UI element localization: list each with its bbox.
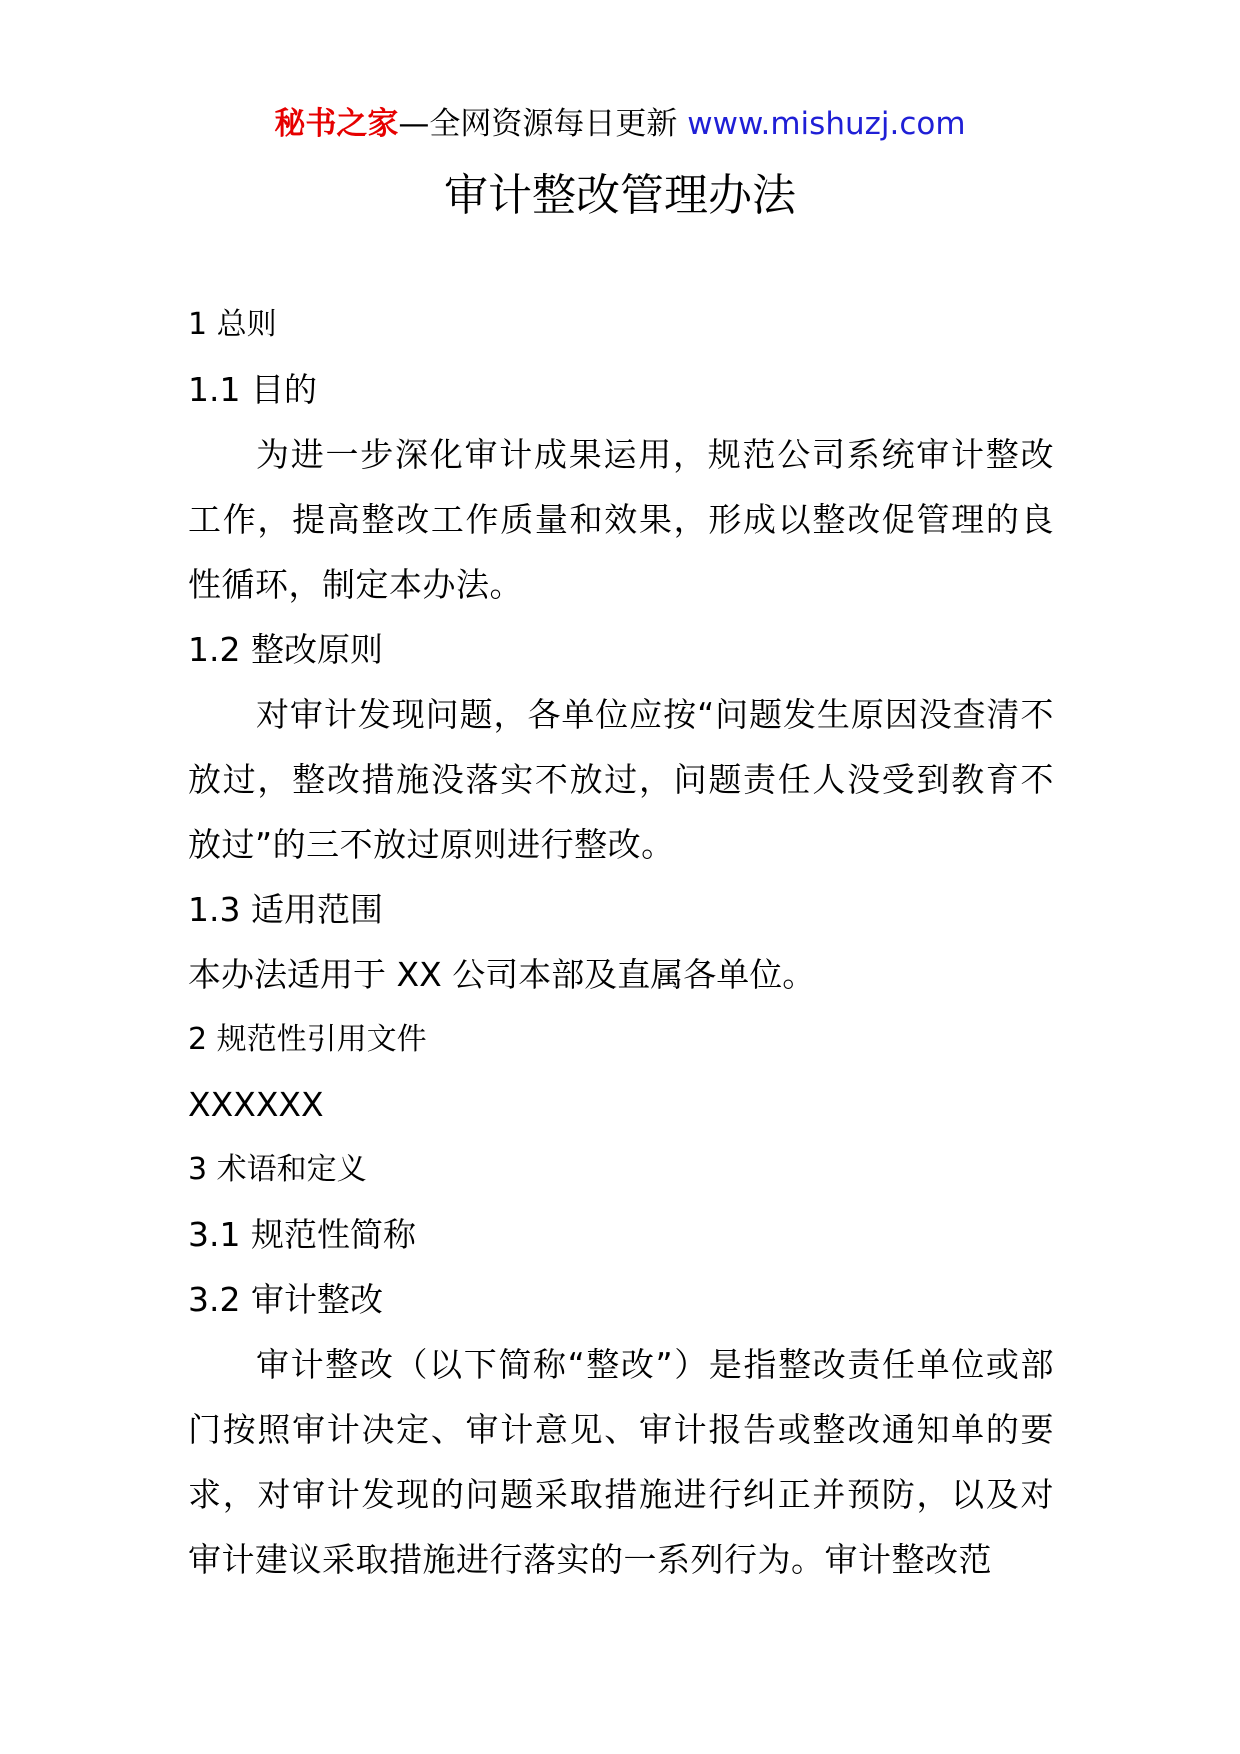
header-tagline: —全网资源每日更新 (398, 106, 678, 142)
document-body (188, 292, 1054, 1592)
section-heading-terms: 3 术语和定义 (188, 1152, 367, 1187)
site-url-link[interactable]: www.mishuzj.com (687, 106, 966, 142)
subsection-heading-principles: 1.2 整改原则 (188, 630, 383, 669)
site-header (0, 102, 1240, 146)
paragraph-scope: 本办法适用于 XX 公司本部及直属各单位。 (188, 955, 816, 994)
section-heading-general: 1 总则 (188, 307, 277, 342)
document-title: 审计整改管理办法 (444, 170, 796, 221)
brand-name: 秘书之家 (274, 106, 399, 142)
paragraph-references: XXXXXX (188, 1085, 324, 1124)
paragraph-principles: 对审计发现问题，各单位应按“问题发生原因没查清不放过，整改措施没落实不放过，问题责任人没受到教育不放过”的三不放过原则进行整改。 (188, 695, 1054, 864)
subsection-heading-purpose: 1.1 目的 (188, 370, 317, 409)
paragraph-audit-rectification: 审计整改（以下简称“整改”）是指整改责任单位或部门按照审计决定、审计意见、审计报告或整改通知单的要求，对审计发现的问题采取措施进行纠正并预防，以及对审计建议采取措施进行落实的一系列行为。审计整改范 (188, 1345, 1054, 1579)
paragraph-purpose: 为进一步深化审计成果运用，规范公司系统审计整改工作，提高整改工作质量和效果，形成以整改促管理的良性循环，制定本办法。 (188, 435, 1054, 604)
section-heading-references: 2 规范性引用文件 (188, 1022, 427, 1057)
subsection-heading-audit-rectification: 3.2 审计整改 (188, 1280, 383, 1319)
subsection-heading-abbreviations: 3.1 规范性简称 (188, 1215, 416, 1254)
subsection-heading-scope: 1.3 适用范围 (188, 890, 383, 929)
